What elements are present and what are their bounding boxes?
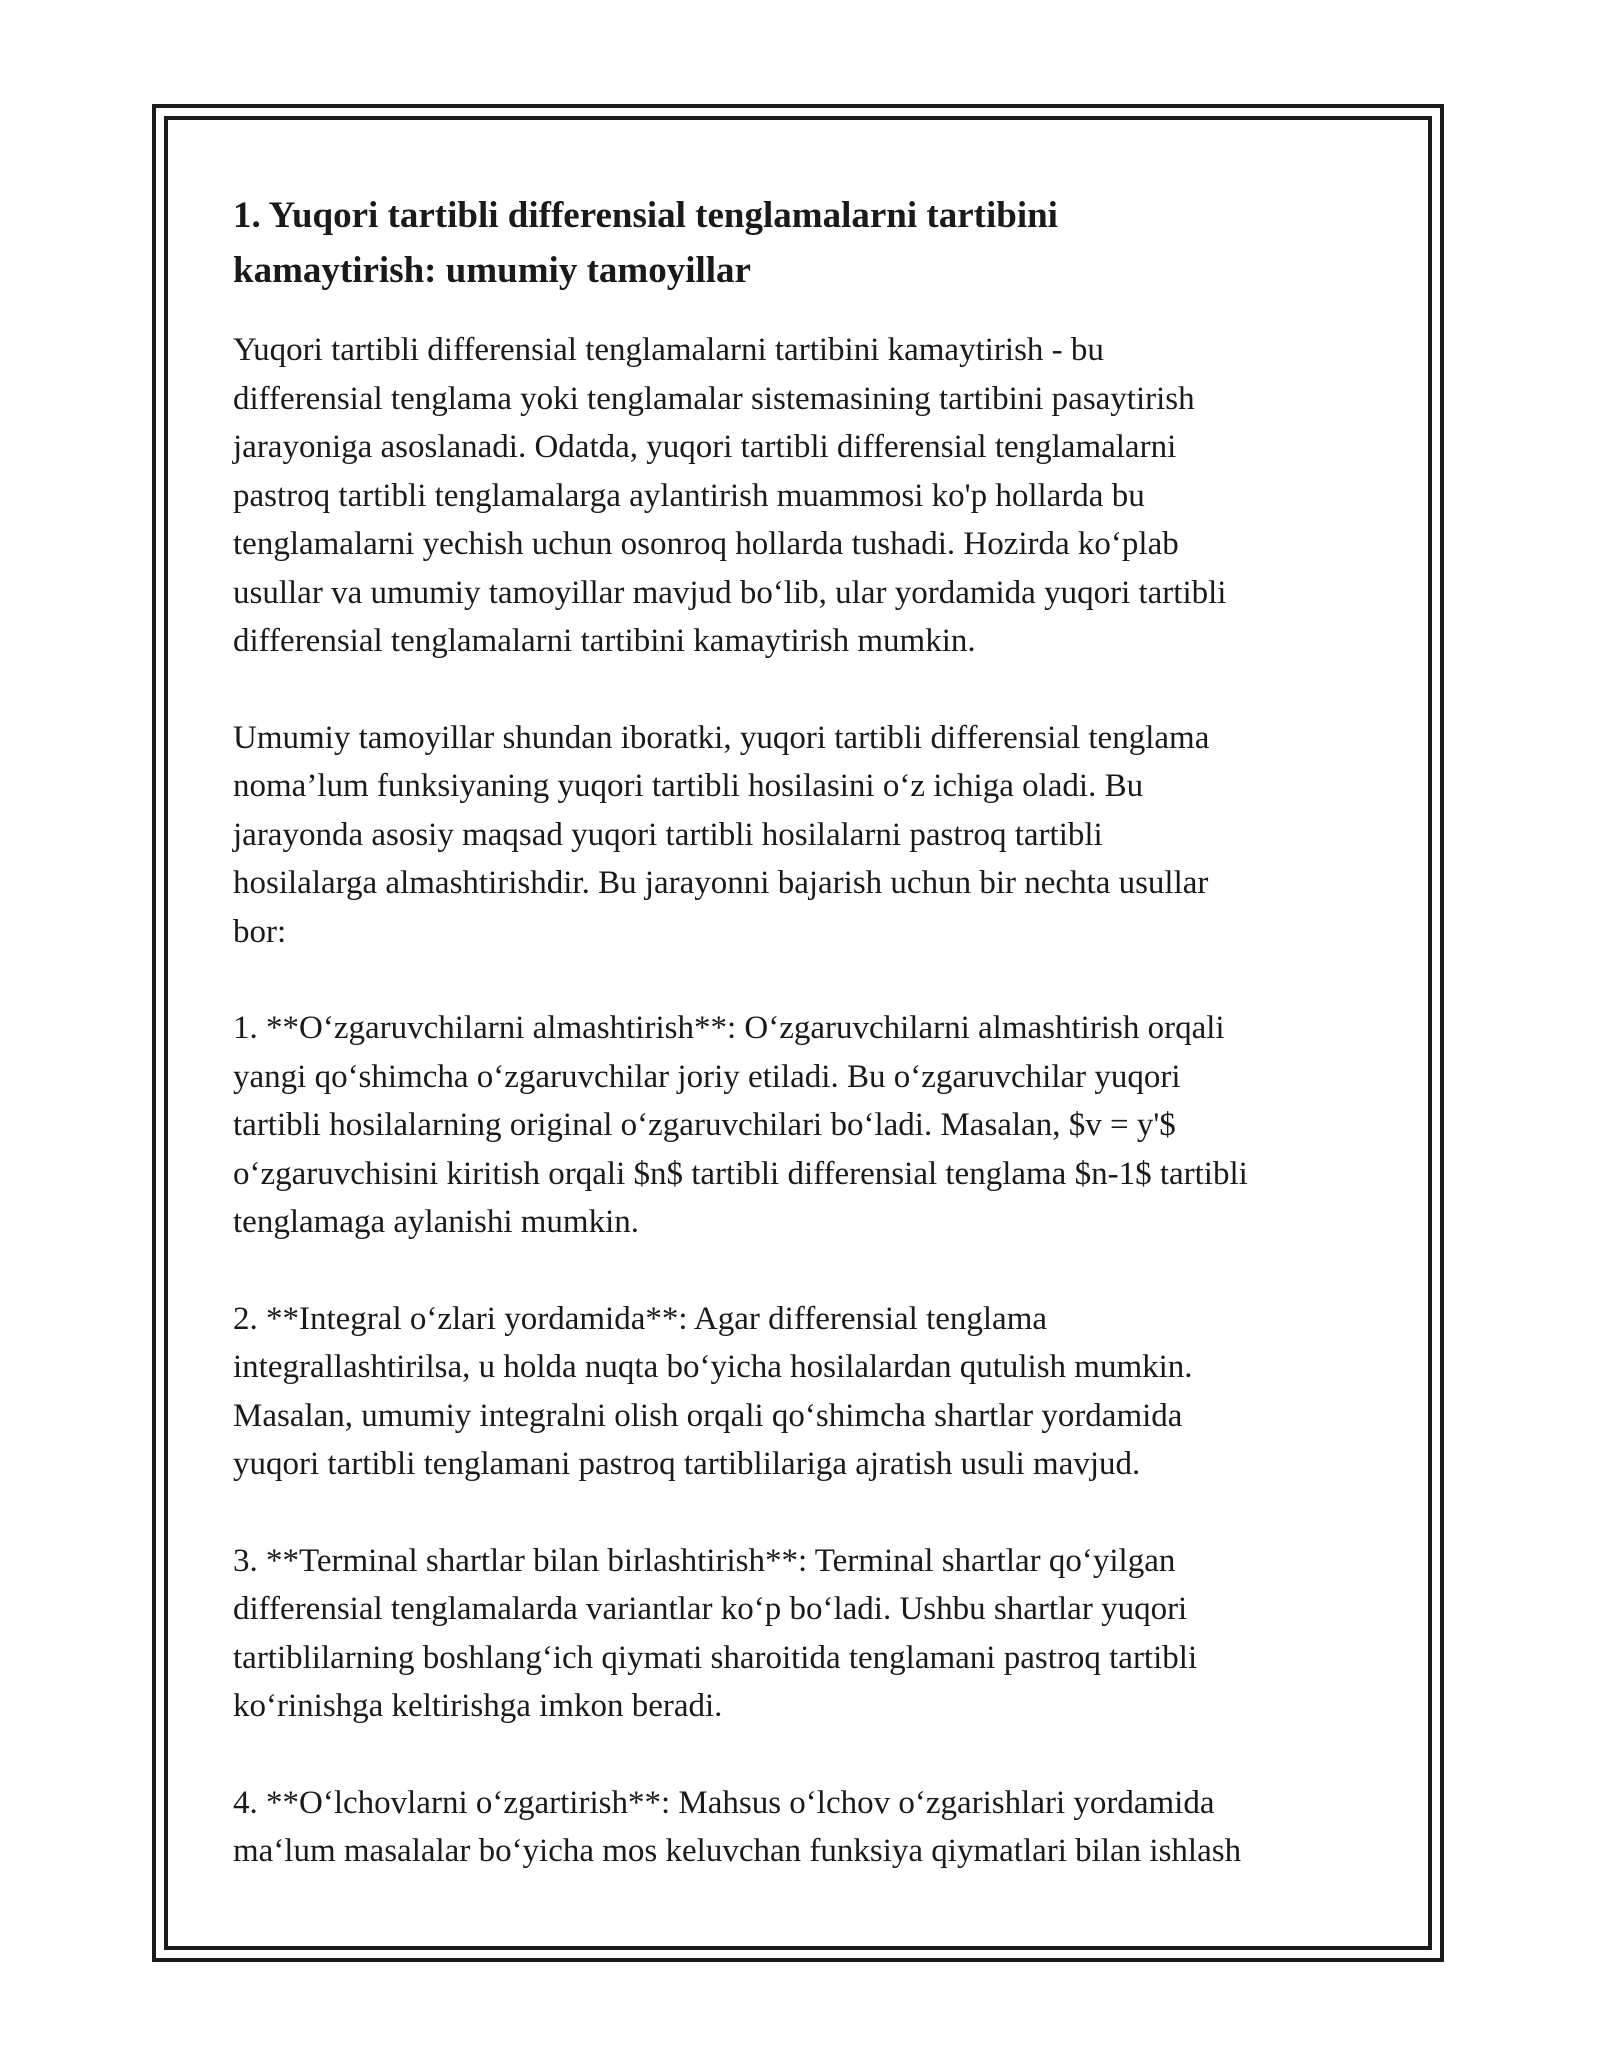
paragraph bbox=[233, 1537, 1373, 1731]
paragraph-line: 3. **Terminal shartlar bilan birlashtirish**: Terminal shartlar qo‘yilgan bbox=[233, 1542, 1176, 1579]
paragraph-line: differensial tenglamalarni tartibini kamaytirish mumkin. bbox=[233, 623, 976, 659]
paragraph-line: 2. **Integral o‘zlari yordamida**: Agar differensial tenglama bbox=[233, 1300, 1048, 1337]
paragraph-line: pastroq tartibli tenglamalarga aylantirish muammosi ko'p hollarda bu bbox=[233, 477, 1145, 514]
paragraph bbox=[233, 326, 1373, 666]
paragraph-line: tartiblilarning boshlang‘ich qiymati sharoitida tenglamani pastroq tartibli bbox=[233, 1639, 1198, 1676]
paragraph-line: Yuqori tartibli differensial tenglamalarni tartibini kamaytirish - bu bbox=[233, 332, 1104, 368]
paragraph-line: integrallashtirilsa, u holda nuqta bo‘yicha hosilalardan qutulish mumkin. bbox=[233, 1349, 1193, 1385]
paragraph-line: Umumiy tamoyillar shundan iboratki, yuqori tartibli differensial tenglama bbox=[233, 719, 1210, 756]
paragraph-line: jarayonda asosiy maqsad yuqori tartibli hosilalarni pastroq tartibli bbox=[233, 816, 1103, 853]
paragraph-line: differensial tenglama yoki tenglamalar sistemasining tartibini pasaytirish bbox=[233, 380, 1195, 417]
paragraph-line: Masalan, umumiy integralni olish orqali qo‘shimcha shartlar yordamida bbox=[233, 1397, 1183, 1434]
paragraph-list bbox=[233, 326, 1373, 1876]
paragraph-line: tenglamaga aylanishi mumkin. bbox=[233, 1204, 639, 1240]
paragraph bbox=[233, 714, 1373, 957]
section-heading bbox=[233, 188, 1373, 298]
paragraph-line: ma‘lum masalalar bo‘yicha mos keluvchan funksiya qiymatlari bilan ishlash bbox=[233, 1833, 1242, 1869]
paragraph-line: usullar va umumiy tamoyillar mavjud bo‘lib, ular yordamida yuqori tartibli bbox=[233, 574, 1227, 611]
paragraph-line: ko‘rinishga keltirishga imkon beradi. bbox=[233, 1688, 723, 1724]
document-body bbox=[233, 188, 1373, 1924]
paragraph-line: noma’lum funksiyaning yuqori tartibli hosilasini o‘z ichiga oladi. Bu bbox=[233, 768, 1144, 804]
paragraph-line: differensial tenglamalarda variantlar ko‘p bo‘ladi. Ushbu shartlar yuqori bbox=[233, 1591, 1188, 1627]
paragraph-line: tartibli hosilalarning original o‘zgaruvchilari bo‘ladi. Masalan, $v = y'$ bbox=[233, 1107, 1176, 1143]
paragraph bbox=[233, 1295, 1373, 1489]
heading-line: kamaytirish: umumiy tamoyillar bbox=[233, 250, 751, 291]
paragraph-line: 1. **O‘zgaruvchilarni almashtirish**: O‘zgaruvchilarni almashtirish orqali bbox=[233, 1010, 1225, 1046]
paragraph bbox=[233, 1004, 1373, 1247]
paragraph-line: bor: bbox=[233, 913, 287, 950]
paragraph-line: hosilalarga almashtirishdir. Bu jarayonni bajarish uchun bir nechta usullar bbox=[233, 865, 1209, 901]
paragraph bbox=[233, 1779, 1373, 1876]
paragraph-line: yuqori tartibli tenglamani pastroq tartiblilariga ajratish usuli mavjud. bbox=[233, 1446, 1141, 1482]
paragraph-line: o‘zgaruvchisini kiritish orqali $n$ tartibli differensial tenglama $n-1$ tartibli bbox=[233, 1155, 1248, 1192]
heading-line: 1. Yuqori tartibli differensial tenglamalarni tartibini bbox=[233, 195, 1058, 236]
paragraph-line: tenglamalarni yechish uchun osonroq hollarda tushadi. Hozirda ko‘plab bbox=[233, 526, 1179, 562]
paragraph-line: yangi qo‘shimcha o‘zgaruvchilar joriy etiladi. Bu o‘zgaruvchilar yuqori bbox=[233, 1058, 1181, 1095]
paragraph-line: 4. **O‘lchovlarni o‘zgartirish**: Mahsus o‘lchov o‘zgarishlari yordamida bbox=[233, 1784, 1215, 1821]
paragraph-line: jarayoniga asoslanadi. Odatda, yuqori tartibli differensial tenglamalarni bbox=[233, 429, 1177, 465]
